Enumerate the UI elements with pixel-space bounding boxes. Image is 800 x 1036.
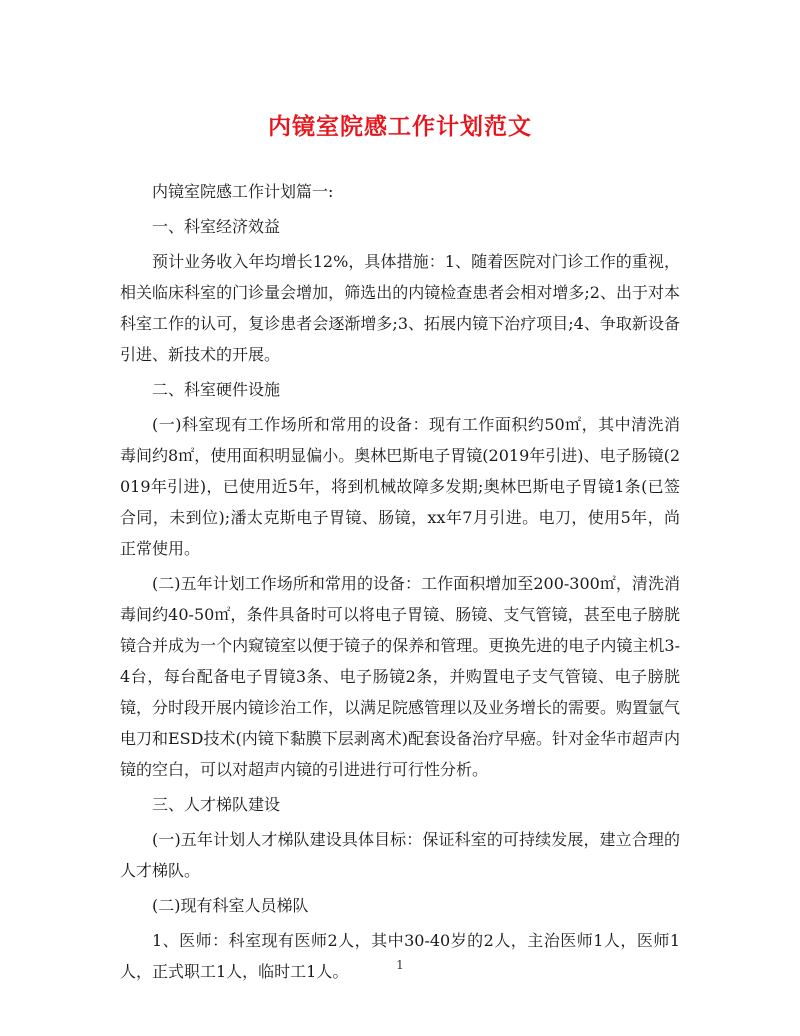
paragraph-hardware-current: (一)科室现有工作场所和常用的设备：现有工作面积约50㎡，其中清洗消毒间约8㎡，使用面积明显偏小。奥林巴斯电子胃镜(2019年引进)、电子肠镜(2019年引进)，已使用近5年，将到机械故障多发期;奥林巴斯电子胃镜1条(已签合同，未到位);潘太克斯电子胃镜、肠镜，xx年7月引进。电刀，使用5年，尚正常使用。 (120, 415, 680, 558)
paragraph-heading-talent: 三、人才梯队建设 (152, 795, 281, 814)
page-number: 1 (396, 958, 404, 972)
paragraph-section-heading: 内镜室院感工作计划篇一: (152, 182, 334, 201)
paragraph-talent-goal: (一)五年计划人才梯队建设具体目标：保证科室的可持续发展，建立合理的人才梯队。 (120, 830, 680, 880)
paragraph-physicians: 1、医师：科室现有医师2人，其中30-40岁的2人，主治医师1人，医师1人，正式职工1人，临时工1人。 (120, 931, 680, 981)
paragraph-hardware-plan: (二)五年计划工作场所和常用的设备：工作面积增加至200-300㎡，清洗消毒间约40-50㎡，条件具备时可以将电子胃镜、肠镜、支气管镜，甚至电子膀胱镜合并成为一个内窥镜室以便于镜子的保养和管理。更换先进的电子内镜主机3-4台，每台配备电子胃镜3条、电子肠镜2条，并购置电子支气管镜、电子膀胱镜，分时段开展内镜诊治工作，以满足院感管理以及业务增长的需要。购置氩气电刀和ESD技术(内镜下黏膜下层剥离术)配套设备治疗早癌。针对金华市超声内镜的空白，可以对超声内镜的引进进行可行性分析。 (120, 574, 681, 779)
paragraph-economic-detail: 预计业务收入年均增长12%，具体措施：1、随着医院对门诊工作的重视，相关临床科室的门诊量会增加，筛选出的内镜检查患者会相对增多;2、出于对本科室工作的认可，复诊患者会逐渐增多;3、拓展内镜下治疗项目;4、争取新设备引进、新技术的开展。 (120, 252, 680, 364)
paragraph-heading-economic: 一、科室经济效益 (152, 217, 281, 236)
document-title: 内镜室院感工作计划范文 (268, 113, 532, 140)
paragraph-talent-current: (二)现有科室人员梯队 (152, 896, 309, 915)
document-body (120, 176, 680, 991)
paragraph-heading-hardware: 二、科室硬件设施 (152, 380, 281, 399)
